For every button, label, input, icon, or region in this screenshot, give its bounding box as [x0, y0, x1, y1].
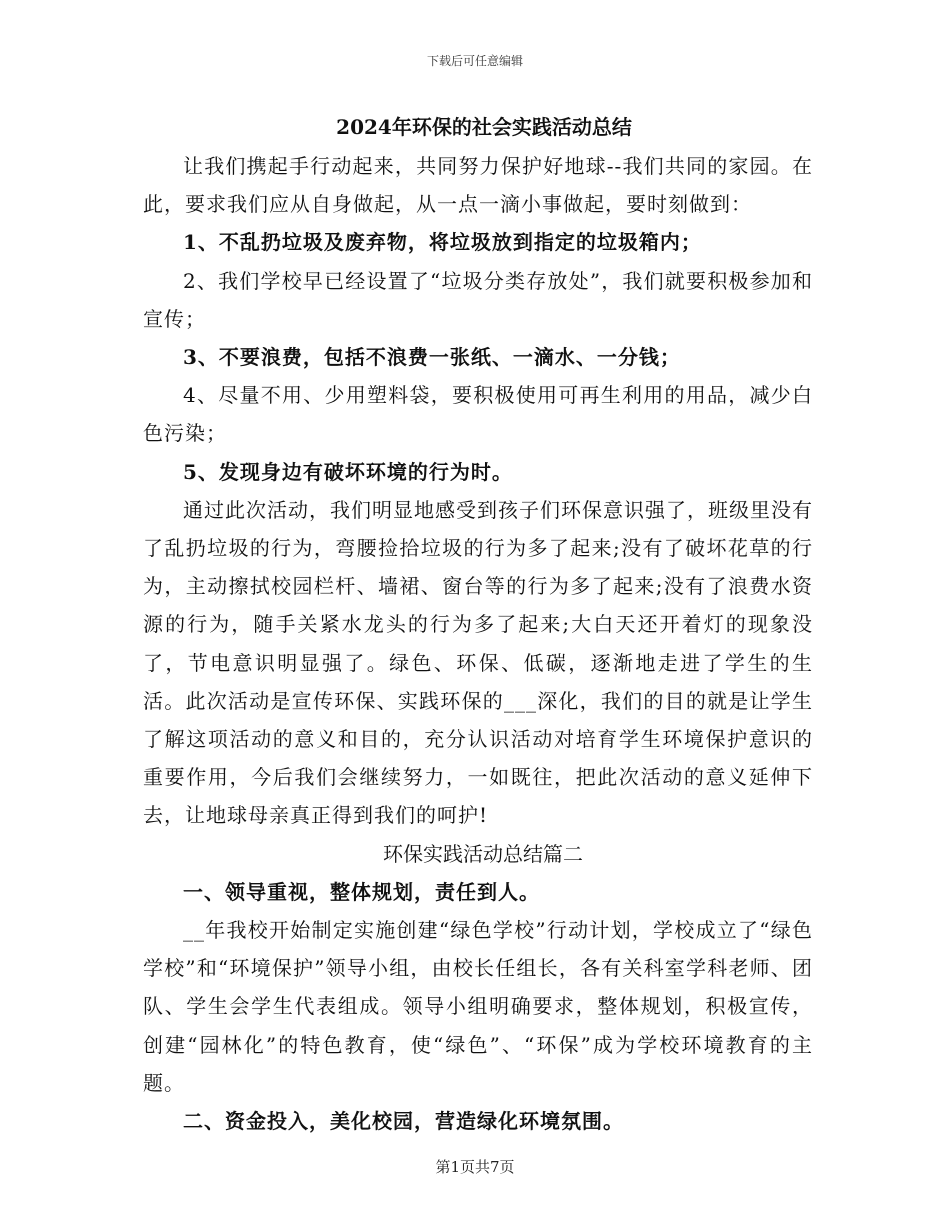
list-item-5: 5、发现身边有破坏环境的行为时。 [183, 459, 513, 484]
section-2-heading-2: 二、资金投入，美化校园，营造绿化环境氛围。 [183, 1109, 624, 1134]
section-2-paragraph-1: __年我校开始制定实施创建“绿色学校”行动计划，学校成立了“绿色学校”和“环境保护”领导小组，由校长任组长，各有关科室学科老师、团队、学生会学生代表组成。领导小组明确要求，整体规划，积极宣传，创建“园林化”的特色教育，使“绿色”、“环保”成为学校环境教育的主题。 [143, 918, 813, 1095]
section-2-title: 环保实践活动总结篇二 [383, 841, 583, 866]
document-body [143, 107, 813, 1140]
section-2-heading-1: 一、领导重视，整体规划，责任到人。 [183, 879, 540, 904]
document-title: 2024年环保的社会实践活动总结 [336, 115, 632, 139]
intro-paragraph: 让我们携起手行动起来，共同努力保护好地球--我们共同的家园。在此，要求我们应从自身做起，从一点一滴小事做起，要时刻做到： [143, 154, 813, 217]
list-item-3: 3、不要浪费，包括不浪费一张纸、一滴水、一分钱； [183, 345, 681, 370]
page-header: 下载后可任意编辑 [426, 54, 523, 68]
list-item-4: 4、尽量不用、少用塑料袋，要积极使用可再生利用的用品，减少白色污染； [143, 383, 813, 446]
summary-paragraph: 通过此次活动，我们明显地感受到孩子们环保意识强了，班级里没有了乱扔垃圾的行为，弯腰捡拾垃圾的行为多了起来;没有了破坏花草的行为，主动擦拭校园栏杆、墙裙、窗台等的行为多了起来;没有了浪费水资源的行为，随手关紧水龙头的行为多了起来;大白天还开着灯的现象没了，节电意识明显强了。绿色、环保、低碳，逐渐地走进了学生的生活。此次活动是宣传环保、实践环保的___深化，我们的目的就是让学生了解这项活动的意义和目的，充分认识活动对培育学生环境保护意识的重要作用，今后我们会继续努力，一如既往，把此次活动的意义延伸下去，让地球母亲真正得到我们的呵护! [143, 497, 813, 828]
list-item-2: 2、我们学校早已经设置了“垃圾分类存放处”，我们就要积极参加和宣传； [143, 268, 813, 331]
page-footer: 第1页共7页 [435, 1158, 515, 1176]
list-item-1: 1、不乱扔垃圾及废弃物，将垃圾放到指定的垃圾箱内； [183, 230, 702, 255]
